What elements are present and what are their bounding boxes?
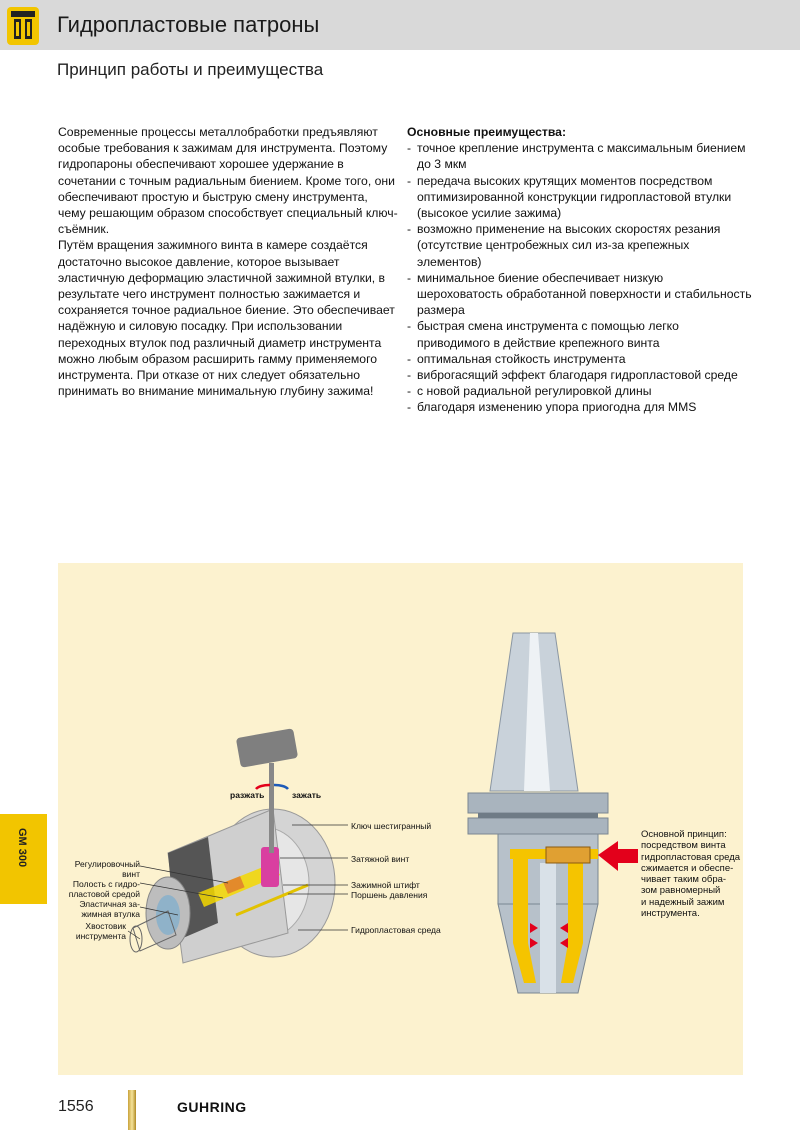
intro-paragraph-2: Путём вращения зажимного винта в камере создаётся достаточно высокое давление, которое вызывает эластичную деформацию эластичной зажимной втулки, в результате чего инструмент полностью зажимается и сохраняется точное радиальное биение. Это обеспечивает надёжную и силовую посадку. При использовании переходных втулок под различный диаметр инструмента можно любым образом расширить гамму применяемого инструмента. При отказе от них следует обязательно принимать во внимание минимальную глубину зажима! [58, 238, 395, 399]
principle-line: зом равномерный [641, 885, 721, 897]
label-adjust-screw [58, 859, 140, 879]
page-title: Гидропластовые патроны [57, 12, 320, 37]
principle-line: чивает таким обра- [641, 874, 727, 886]
label-tighten: зажать [292, 790, 322, 800]
label-clamp-pin: Зажимной штифт [351, 880, 420, 890]
list-item: - благодаря изменению упора приогодна для MMS [407, 399, 752, 415]
principle-line: посредством винта [641, 840, 726, 852]
section-tab-label: GM 300 [16, 828, 28, 868]
advantages-block [407, 124, 752, 416]
principle-line: Основной принцип: [641, 829, 727, 840]
advantages-heading: Основные преимущества: [407, 125, 567, 139]
principle-text [641, 829, 751, 919]
list-item: - передача высоких крутящих моментов посредством оптимизированной конструкции гидропластовой втулки (высокое усилие зажима) [407, 173, 752, 222]
advantages-list [407, 140, 752, 415]
principle-line: и надежный зажим [641, 896, 725, 908]
label-adjust-screw-line1: Регулировочный [74, 859, 140, 869]
list-item: - минимальное биение обеспечивает низкую шероховатость обработанной поверхности и стабильность размера [407, 270, 752, 319]
label-sleeve [58, 899, 140, 919]
label-adjust-screw-line2: винт [122, 869, 140, 879]
label-hydro-cavity-line2: пластовой средой [68, 889, 140, 899]
label-loosen: разжать [230, 790, 265, 800]
intro-text [58, 124, 398, 399]
brand-logo: GUHRING [177, 1099, 247, 1115]
label-hydro-cavity [58, 879, 140, 899]
label-hydro-cavity-line1: Полость с гидро- [72, 879, 140, 889]
chuck-logo-icon [7, 7, 39, 45]
working-principle-figure [58, 563, 743, 1075]
principle-line: сжимается и обеспе- [641, 862, 734, 874]
label-piston: Поршень давления [351, 890, 428, 900]
chuck-cutaway-illustration [58, 563, 743, 1075]
label-tension-screw: Затяжной винт [351, 854, 410, 864]
section-tab [0, 814, 47, 904]
list-item: - быстрая смена инструмента с помощью легко приводимого в действие крепежного винта [407, 318, 752, 350]
label-sleeve-line1: Эластичная за- [79, 899, 140, 909]
page-header [0, 0, 800, 50]
list-item: - точное крепление инструмента с максимальным биением до 3 мкм [407, 140, 752, 172]
page-number: 1556 [58, 1098, 94, 1115]
list-item: - виброгасящий эффект благодаря гидропластовой среде [407, 367, 752, 383]
label-shank [58, 921, 126, 941]
label-medium: Гидропластовая среда [351, 925, 441, 935]
section-subtitle: Принцип работы и преимущества [57, 60, 324, 79]
principle-line: гидропластовая среда [641, 851, 741, 863]
label-hex-key: Ключ шестигранный [351, 821, 432, 831]
footer-divider [128, 1090, 136, 1130]
list-item: - возможно применение на высоких скоростях резания (отсутствие центробежных сил из-за крепежных элементов) [407, 221, 752, 270]
list-item: - с новой радиальной регулировкой длины [407, 383, 752, 399]
intro-paragraph-1: Современные процессы металлобработки предъявляют особые требования к зажимам для инструмента. Поэтому гидропароны обеспечивают хорошее удержание в сочетании с точным радиальным биением. Кроме того, они обеспечивают простую и быструю смену инструмента, чему решающим образом способствует специальный ключ-съёмник. [58, 125, 398, 237]
principle-line: инструмента. [641, 908, 700, 920]
list-item: - оптимальная стойкость инструмента [407, 351, 752, 367]
label-shank-line2: инструмента [75, 931, 126, 941]
label-sleeve-line2: жимная втулка [81, 909, 140, 919]
label-shank-line1: Хвостовик [85, 921, 126, 931]
